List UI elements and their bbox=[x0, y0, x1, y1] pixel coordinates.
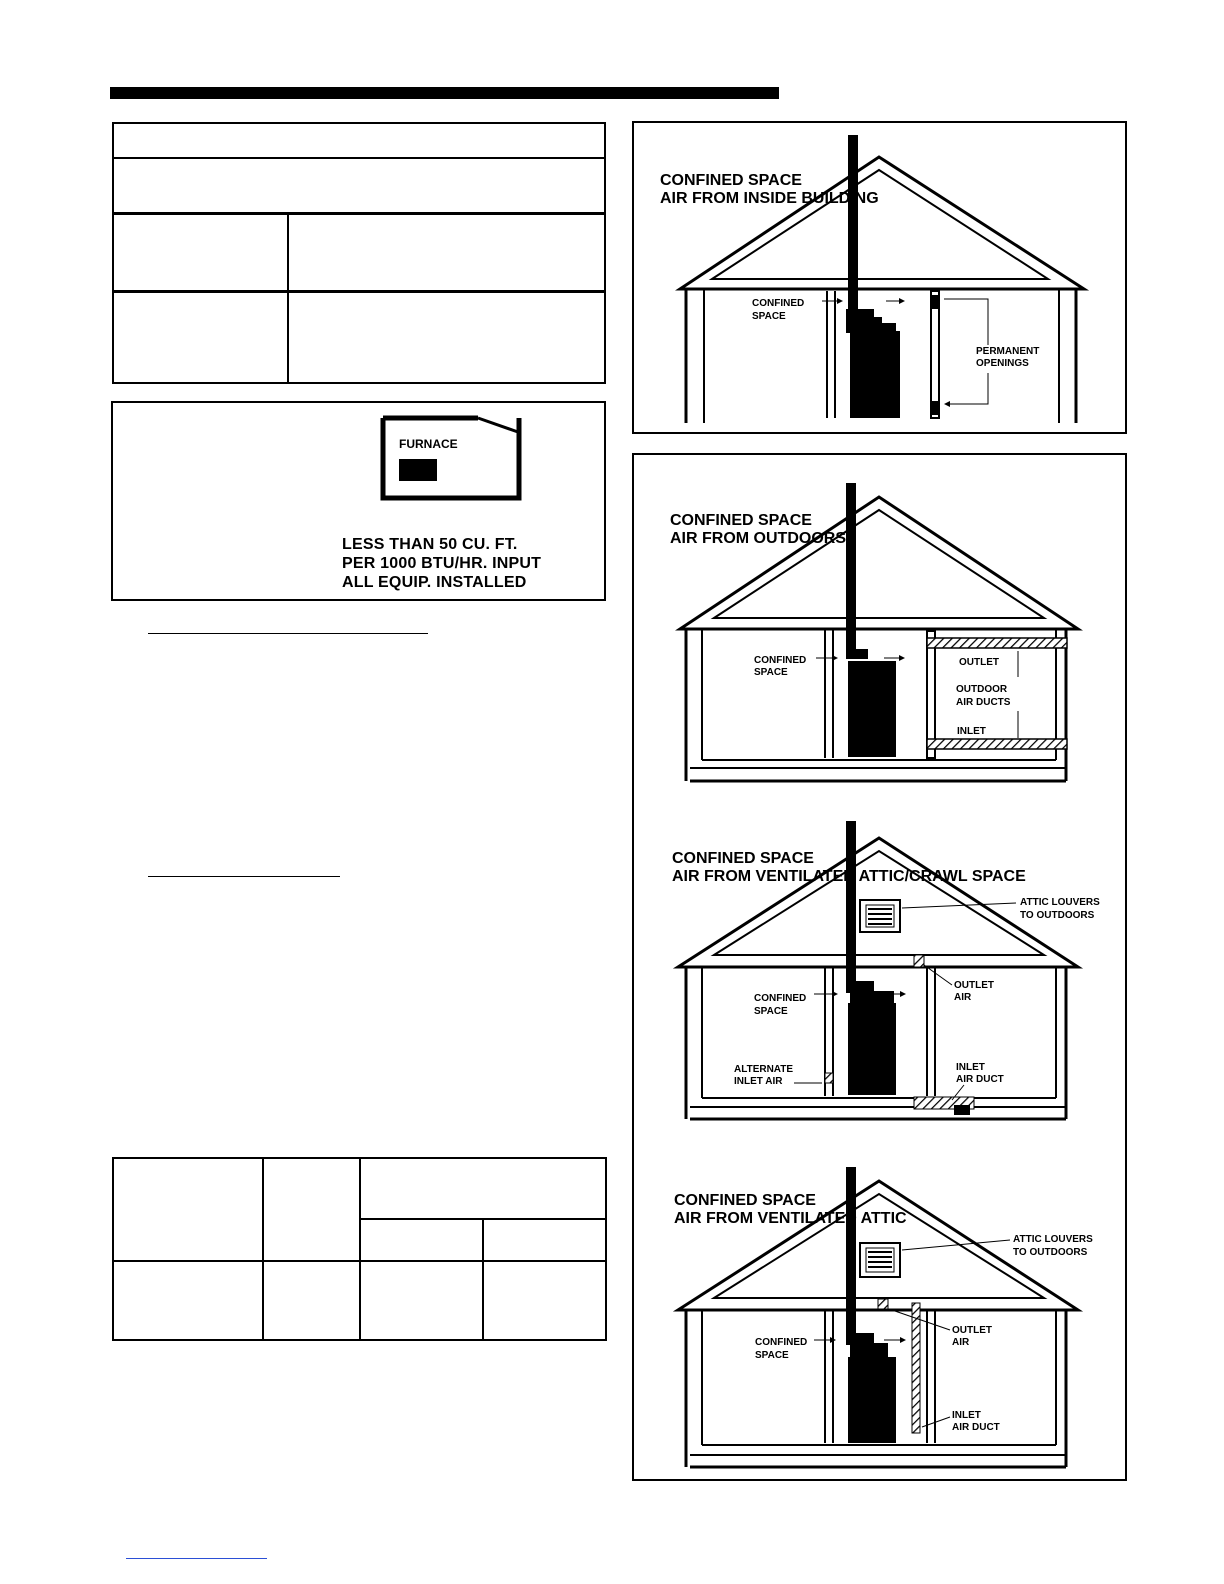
label-louvers: TO OUTDOORS bbox=[1020, 910, 1095, 921]
diagram-panel-outdoor bbox=[632, 453, 1127, 1481]
label-confined: CONFINED bbox=[752, 298, 805, 309]
opening-size-table bbox=[112, 1157, 607, 1341]
caption-line: PER 1000 BTU/HR. INPUT bbox=[342, 555, 542, 572]
label-outlet: AIR bbox=[952, 1337, 970, 1348]
label-louvers: TO OUTDOORS bbox=[1013, 1247, 1088, 1258]
table-rule bbox=[262, 1159, 264, 1339]
label-confined: SPACE bbox=[755, 1350, 789, 1361]
label-alternate: ALTERNATE bbox=[734, 1064, 794, 1075]
furnace-illustration bbox=[380, 412, 522, 502]
label-confined: SPACE bbox=[754, 667, 788, 678]
label-outlet: OUTLET bbox=[954, 980, 994, 991]
label-ducts: AIR DUCTS bbox=[956, 697, 1011, 708]
diagram-stack bbox=[634, 455, 1125, 1479]
label-outlet: OUTLET bbox=[959, 657, 999, 668]
caption-line: ALL EQUIP. INSTALLED bbox=[342, 574, 527, 591]
label-confined: SPACE bbox=[752, 311, 786, 322]
label-inlet: INLET bbox=[956, 1062, 985, 1073]
requirements-table bbox=[112, 122, 606, 384]
diagram-title: AIR FROM VENTILATED ATTIC/CRAWL SPACE bbox=[672, 868, 1026, 885]
label-confined: CONFINED bbox=[755, 1337, 808, 1348]
diagram-attic-crawl bbox=[672, 821, 1100, 1119]
label-inlet: AIR DUCT bbox=[956, 1074, 1004, 1085]
label-ducts: OUTDOOR bbox=[956, 684, 1008, 695]
diagram-title: CONFINED SPACE bbox=[670, 512, 812, 529]
diagram-title: AIR FROM VENTILATED ATTIC bbox=[674, 1210, 907, 1227]
diagram-title: AIR FROM OUTDOORS bbox=[670, 530, 846, 547]
label-outlet: OUTLET bbox=[952, 1325, 992, 1336]
table-rule bbox=[482, 1218, 484, 1339]
label-alternate: INLET AIR bbox=[734, 1076, 783, 1087]
label-louvers: ATTIC LOUVERS bbox=[1020, 897, 1100, 908]
label-confined: CONFINED bbox=[754, 655, 807, 666]
label-confined: CONFINED bbox=[754, 993, 807, 1004]
label-confined: SPACE bbox=[754, 1006, 788, 1017]
table-rule bbox=[114, 290, 604, 293]
table-rule bbox=[359, 1159, 361, 1339]
diagram-title: CONFINED SPACE bbox=[660, 172, 802, 189]
link-underline bbox=[126, 1558, 267, 1559]
caption-line: LESS THAN 50 CU. FT. bbox=[342, 536, 518, 553]
heading-underline bbox=[148, 633, 428, 634]
diagram-panel-inside bbox=[632, 121, 1127, 434]
label-openings: OPENINGS bbox=[976, 358, 1029, 369]
diagram-inside-building bbox=[634, 123, 1125, 432]
label-openings: PERMANENT bbox=[976, 346, 1040, 357]
diagram-title: AIR FROM INSIDE BUILDING bbox=[660, 190, 879, 207]
heading-underline bbox=[148, 876, 340, 877]
table-rule bbox=[114, 212, 604, 215]
header-rule bbox=[110, 87, 779, 99]
diagram-title: CONFINED SPACE bbox=[672, 850, 814, 867]
diagram-attic bbox=[674, 1167, 1093, 1467]
label-inlet: INLET bbox=[952, 1410, 981, 1421]
table-rule bbox=[287, 212, 289, 382]
furnace-caption bbox=[342, 535, 602, 592]
label-louvers: ATTIC LOUVERS bbox=[1013, 1234, 1093, 1245]
label-inlet: INLET bbox=[957, 726, 986, 737]
diagram-outdoors bbox=[670, 483, 1078, 781]
furnace-label: FURNACE bbox=[399, 437, 458, 451]
label-outlet: AIR bbox=[954, 992, 972, 1003]
diagram-title: CONFINED SPACE bbox=[674, 1192, 816, 1209]
table-rule bbox=[114, 157, 604, 159]
label-inlet: AIR DUCT bbox=[952, 1422, 1000, 1433]
